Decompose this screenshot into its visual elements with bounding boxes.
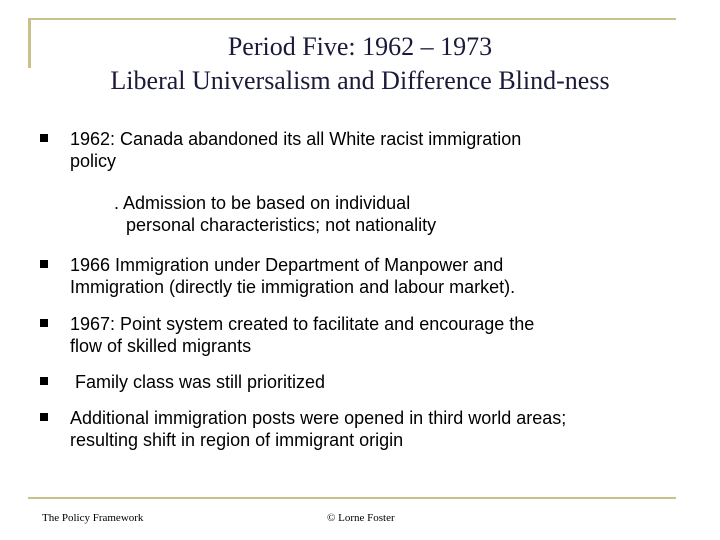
bullet-square-icon bbox=[40, 260, 48, 268]
bullet-square-icon bbox=[40, 377, 48, 385]
sub-point bbox=[114, 192, 436, 236]
title-line-2: Liberal Universalism and Difference Blind-ness bbox=[110, 66, 610, 95]
bullet-square-icon bbox=[40, 319, 48, 327]
bullet-text-line: policy bbox=[70, 151, 117, 171]
bullet-text-line: resulting shift in region of immigrant origin bbox=[70, 430, 404, 450]
footer-divider bbox=[28, 497, 676, 499]
bullet-text-line: flow of skilled migrants bbox=[70, 336, 252, 356]
footer-copyright: © Lorne Foster bbox=[327, 512, 395, 524]
bullet-text-line: 1962: Canada abandoned its all White racist immigration bbox=[70, 129, 522, 149]
bullet-text-line: 1967: Point system created to facilitate and encourage the bbox=[70, 314, 535, 334]
title-line-1: Period Five: 1962 – 1973 bbox=[227, 32, 493, 61]
bullet-text-line: Family class was still prioritized bbox=[70, 372, 326, 392]
bullet-square-icon bbox=[40, 134, 48, 142]
bullet-square-icon bbox=[40, 413, 48, 421]
bullet-text-line: 1966 Immigration under Department of Manpower and bbox=[70, 255, 504, 275]
footer-title: The Policy Framework bbox=[42, 512, 144, 524]
sub-point-line-1: . Admission to be based on individual bbox=[114, 193, 411, 213]
slide-title bbox=[40, 30, 680, 98]
bullet-text-line: Immigration (directly tie immigration and labour market). bbox=[70, 277, 516, 297]
bullet-text-line: Additional immigration posts were opened in third world areas; bbox=[70, 408, 567, 428]
frame-vertical-line bbox=[28, 18, 31, 68]
sub-point-line-2: personal characteristics; not nationality bbox=[126, 215, 437, 235]
frame-top-line bbox=[28, 18, 676, 20]
